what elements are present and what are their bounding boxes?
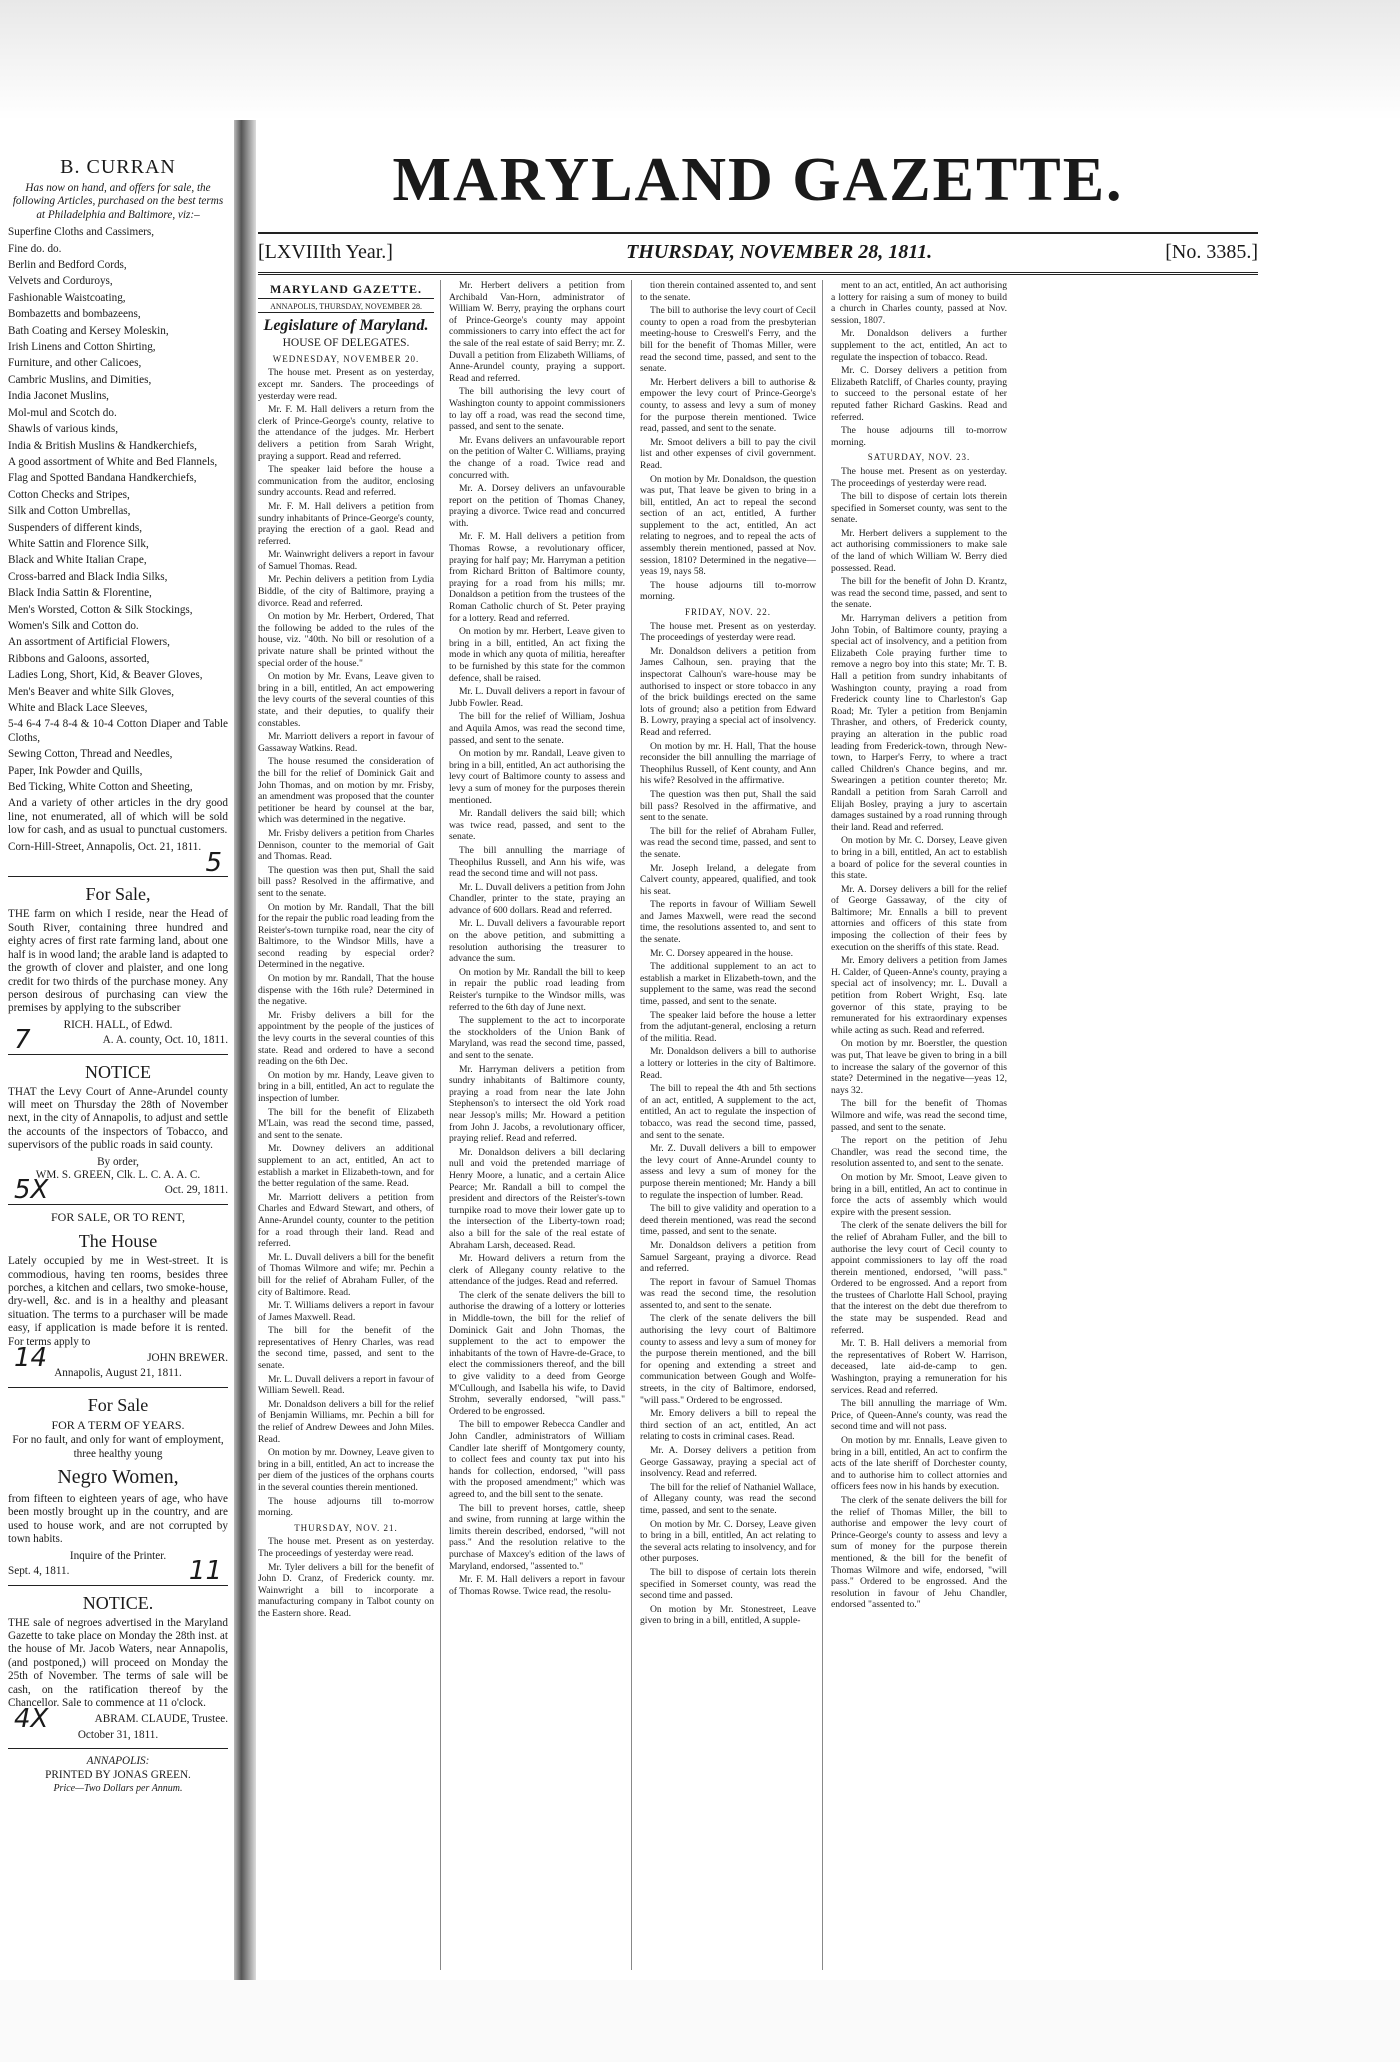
proceeding-paragraph: On motion by Mr. Stonestreet, Leave given to bring in a bill, entitled, A supple- bbox=[640, 1603, 816, 1627]
column-4 bbox=[831, 280, 1013, 1970]
proceeding-paragraph: On motion by Mr. Evans, Leave given to bring in a bill, entitled, An act empowering the levy courts of the several counties of this state, and their deputies, to qualify their constables. bbox=[258, 671, 434, 729]
curran-item: Men's Beaver and white Silk Gloves, bbox=[8, 685, 175, 698]
proceeding-paragraph: Mr. Herbert delivers a petition from Archibald Van-Horn, administrator of William W. Berry, praying the orphans court of Prince-George's county may appoint commissioners to carry into effect the act for the sale of the real estate of said Berry; mr. Z. Duvall a petition from Elizabeth Williams, of Anne-Arundel county, praying a support. Read and referred. bbox=[449, 280, 625, 384]
column-place-date: ANNAPOLIS, THURSDAY, NOVEMBER 28. bbox=[258, 301, 434, 314]
for-sale-heading-2: For Sale bbox=[87, 1394, 149, 1415]
legislature-heading: Legislature of Maryland. bbox=[263, 317, 429, 335]
proceeding-paragraph: The house resumed the consideration of the bill for the relief of Dominick Gait and John Thomas, and on motion by mr. Frisby, an amendment was proposed that the counter petitioner be heard by counsel at the bar, which was determined in the negative. bbox=[258, 756, 434, 826]
curran-item: Black and White Italian Crape, bbox=[8, 554, 147, 567]
proceeding-paragraph: The reports in favour of William Sewell and James Maxwell, were read the second time, the resolutions assented to, and sent to the senate. bbox=[640, 899, 816, 946]
proceeding-paragraph: Mr. Frisby delivers a bill for the appointment by the people of the justices of the levy courts in the several counties of this state. Read and ordered to have a second reading on the 6th Dec. bbox=[258, 1009, 434, 1068]
levy-court-notice bbox=[8, 1061, 228, 1206]
handwritten-mark: 11 bbox=[188, 1556, 222, 1587]
farm-sale-date: A. A. county, Oct. 10, 1811. bbox=[102, 1034, 228, 1047]
curran-item: Irish Linens and Cotton Shirting, bbox=[8, 341, 156, 354]
day-heading: SATURDAY, NOV. 23. bbox=[867, 452, 971, 463]
proceeding-paragraph: On motion by Mr. C. Dorsey, Leave given to bring in a bill, entitled, An act relating to the several acts relating to insolvency, and for other purposes. bbox=[640, 1518, 816, 1565]
proceeding-paragraph: Mr. Harryman delivers a petition from sundry inhabitants of Baltimore county, praying a road from near the late John Stephenson's to intersect the old York road near Jessop's mills; Mr. Howard a petition from John J. Jacobs, a revolutionary officer, praying relief. Read and referred. bbox=[449, 1063, 625, 1145]
imprint-price: Price—Two Dollars per Annum. bbox=[53, 1782, 183, 1794]
proceeding-paragraph: Mr. L. Duvall delivers a petition from John Chandler, printer to the state, praying an advance of 600 dollars. Read and referred. bbox=[449, 881, 625, 916]
proceeding-paragraph: The house met. Present as on yesterday, except mr. Sanders. The proceedings of yesterday were read. bbox=[258, 367, 434, 402]
proceeding-paragraph: Mr. T. B. Hall delivers a memorial from the representatives of Robert W. Harrison, deceased, late aid-de-camp to gen. Washington, praying a remuneration for his services. Read and referred. bbox=[831, 1338, 1007, 1396]
column-paper-name: MARYLAND GAZETTE. bbox=[258, 284, 434, 299]
proceeding-paragraph: Mr. Marriott delivers a report in favour of Gassaway Watkins. Read. bbox=[258, 731, 434, 754]
proceeding-paragraph: Mr. Tyler delivers a bill for the benefit of John D. Cranz, of Frederick county. mr. Wainwright a bill to incorporate a manufacturing company in Talbot county on the Eastern shore. Read. bbox=[258, 1561, 434, 1619]
proceeding-paragraph: Mr. Donaldson delivers a petition from James Calhoun, sen. praying that the inspectorat Calhoun's ware-house may be authorised to inspect or store tobacco in any of the brick buildings erected on the same lots of ground; also a petition from Edward B. Lowry, praying a special act of insolvency. Read and referred. bbox=[640, 645, 816, 738]
proceeding-paragraph: Mr. Downey delivers an additional supplement to an act, entitled, An act to establish a market in Elizabeth-town, and for the better regulation of the same. Read. bbox=[258, 1143, 434, 1190]
proceeding-paragraph: The bill for the relief of Abraham Fuller, was read the second time, passed, and sent to the senate. bbox=[640, 825, 816, 860]
proceeding-paragraph: Mr. Emory delivers a bill to repeal the third section of an act, entitled, An act relating to costs in criminal cases. Read. bbox=[640, 1408, 816, 1443]
curran-item: Paper, Ink Powder and Quills, bbox=[8, 764, 143, 777]
farm-sale-text: THE farm on which I reside, near the Head of South River, containing three hundred and eighty acres of first rate farming land, about one half is in wood land; the arable land is adapted to the growth of clover and plaister, and one long credit for two thirds of the purchase money. Any person desirous of purchasing can view the premises by applying to the subscriber bbox=[8, 908, 228, 1015]
day-heading: FRIDAY, NOV. 22. bbox=[684, 607, 772, 618]
proceeding-paragraph: On motion by Mr. C. Dorsey, Leave given to bring in a bill, entitled, An act to establish a board of police for the several counties in this state. bbox=[831, 835, 1007, 882]
proceeding-paragraph: On motion by mr. H. Hall, That the house reconsider the bill annulling the marriage of Theophilus Russell, of Kent county, and Ann his wife? Resolved in the affirmative. bbox=[640, 740, 816, 787]
column-1 bbox=[258, 280, 441, 1970]
proceeding-paragraph: The clerk of the senate delivers the bill for the relief of Thomas Miller, the bill to authorise and empower the levy court of Prince-George's county to assess and levy a sum of money for the purpose therein mentioned, & the bill for the benefit of Thomas Wilmore and wife, endorsed, "will pass." Ordered to be engrossed. And the resolution in favour of Jehu Chandler, endorsed "assented to." bbox=[831, 1494, 1007, 1611]
curran-item: Suspenders of different kinds, bbox=[8, 521, 143, 534]
proceeding-paragraph: The question was then put, Shall the said bill pass? Resolved in the affirmative, and sent to the senate. bbox=[258, 864, 434, 899]
proceeding-paragraph: Mr. Donaldson delivers a petition from Samuel Sargeant, praying a divorce. Read and referred. bbox=[640, 1239, 816, 1275]
proceeding-paragraph: On motion by Mr. Smoot, Leave given to bring in a bill, entitled, An act to continue in force the acts of assembly which would expire with the present session. bbox=[831, 1171, 1007, 1218]
proceeding-paragraph: The bill for the relief of William, Joshua and Aquila Amos, was read the second time, passed, and sent to the senate. bbox=[449, 711, 625, 746]
proceeding-paragraph: The bill to prevent horses, cattle, sheep and swine, from running at large within the limits therein described, endorsed, "will not pass." And the resolution relative to the purchase of Maxcey's edition of the laws of Maryland, endorsed, "assented to." bbox=[449, 1502, 625, 1572]
negro-sale-notice-text: THE sale of negroes advertised in the Maryland Gazette to take place on Monday the 28th inst. at the house of Mr. Jacob Waters, near Annapolis, (and postponed,) will proceed on Monday the 25th of November. The terms of sale will be cash, on the ratification thereof by the Chancellor. Sale to commence at 11 o'clock. bbox=[8, 1616, 228, 1709]
proceeding-paragraph: The house adjourns till to-morrow morning. bbox=[258, 1495, 434, 1519]
curran-item: Corn-Hill-Street, Annapolis, Oct. 21, 1811. bbox=[8, 840, 202, 853]
curran-item: Bath Coating and Kersey Moleskin, bbox=[8, 324, 169, 337]
proceeding-paragraph: The clerk of the senate delivers the bill for the relief of Abraham Fuller, and the bill to authorise the levy court of Cecil county to appoint commissioners to lay off the road therein mentioned, endorsed, "will pass." Ordered to be engrossed. And a report from the trustees of Charlotte Hall School, praying that the interest on the debt due therefrom to the state may be suspended. Read and referred. bbox=[831, 1220, 1007, 1336]
proceeding-paragraph: The house met. Present as on yesterday. The proceedings of yesterday were read. bbox=[258, 1536, 434, 1559]
proceeding-paragraph: The additional supplement to an act to establish a market in Elizabeth-town, and the supplement to the same, was read the second time, passed, and sent to the senate. bbox=[640, 961, 816, 1008]
curran-intro: Has now on hand, and offers for sale, the following Articles, purchased on the best terms at Philadelphia and Baltimore, viz:– bbox=[12, 182, 224, 221]
negro-sale-notice bbox=[8, 1592, 228, 1743]
proceeding-paragraph: Mr. Wainwright delivers a report in favour of Samuel Thomas. Read. bbox=[258, 549, 434, 572]
curran-item: Fine do. do. bbox=[8, 242, 62, 255]
issue-date: THURSDAY, NOVEMBER 28, 1811. bbox=[626, 241, 933, 263]
issue-number: [No. 3385.] bbox=[1165, 241, 1258, 263]
curran-item: Berlin and Bedford Cords, bbox=[8, 259, 127, 272]
day-heading: THURSDAY, NOV. 21. bbox=[294, 1522, 398, 1533]
proceeding-paragraph: Mr. A. Dorsey delivers a petition from George Gassaway, praying a special act of insolvency. Read and referred. bbox=[640, 1445, 816, 1480]
proceeding-paragraph: Mr. Emory delivers a petition from James H. Calder, of Queen-Anne's county, praying a special act of insolvency; mr. L. Duvall a petition from Robert Wright, Esq. late governor of this state, praying to be remunerated for his extraordinary expenses while acting as such. Read and referred. bbox=[831, 955, 1007, 1036]
for-sale-heading: For Sale, bbox=[85, 884, 151, 905]
curran-item: Bed Ticking, White Cotton and Sheeting, bbox=[8, 781, 193, 794]
proceeding-paragraph: The house met. Present as on yesterday. The proceedings of yesterday were read. bbox=[640, 620, 816, 644]
proceedings-paragraphs bbox=[258, 367, 434, 1518]
proceeding-paragraph: The bill to authorise the levy court of Cecil county to open a road from the presbyterian meeting-house to Creswell's Ferry, and the bill for the benefit of Thomas Miller, were read the second time, passed, and sent to the senate. bbox=[640, 305, 816, 375]
imprint bbox=[8, 1755, 228, 1795]
levy-court-notice-text: THAT the Levy Court of Anne-Arundel county will meet on Thursday the 28th of November next, in the city of Annapolis, to adjust and settle the accounts of the inspectors of Tobacco, and supervisors of the public roads in said county. bbox=[8, 1085, 228, 1152]
curran-item: India & British Muslins & Handkerchiefs, bbox=[8, 439, 197, 452]
proceeding-paragraph: The supplement to the act to incorporate the stockholders of the Union Bank of Maryland, was read the second time, passed, and sent to the senate. bbox=[449, 1015, 625, 1061]
scan-top-edge bbox=[0, 0, 1400, 120]
proceeding-paragraph: Mr. F. M. Hall delivers a return from the clerk of Prince-George's county, relative to the attendance of the judges. Mr. Herbert delivers a petition from Sarah Wright, praying a support. Read and referred. bbox=[258, 404, 434, 462]
dateline bbox=[258, 238, 1258, 266]
proceedings-paragraphs bbox=[640, 280, 816, 603]
proceeding-paragraph: Mr. Z. Duvall delivers a bill to empower the levy court of Anne-Arundel county to assess and levy a sum of money for the purpose therein mentioned; Mr. Handy a bill to regulate the inspection of lumber. Read. bbox=[640, 1143, 816, 1201]
proceeding-paragraph: On motion by mr. Herbert, Leave given to bring in a bill, entitled, An act fixing the mode in which any quota of militia, hereafter to be furnished by this state for the common defence, shall be raised. bbox=[449, 626, 625, 684]
proceeding-paragraph: Mr. Smoot delivers a bill to pay the civil list and other expenses of civil government. Read. bbox=[640, 436, 816, 471]
proceeding-paragraph: On motion by mr. Boerstler, the question was put, That leave be given to bring in a bill to increase the salary of the governor of this state? Determined in the negative—yeas 12, nays 32. bbox=[831, 1038, 1007, 1096]
house-date: Annapolis, August 21, 1811. bbox=[54, 1367, 182, 1380]
trustee-signature: ABRAM. CLAUDE, Trustee. bbox=[94, 1713, 228, 1726]
curran-item: Bombazetts and bombazeens, bbox=[8, 308, 141, 321]
curran-item: Mol-mul and Scotch do. bbox=[8, 406, 117, 419]
proceeding-paragraph: Mr. C. Dorsey delivers a petition from Elizabeth Ratcliff, of Charles county, praying to succeed to the personal estate of her reputed father Richard Gaskins. Read and referred. bbox=[831, 365, 1007, 423]
house-of-delegates-heading: HOUSE OF DELEGATES. bbox=[282, 337, 410, 350]
proceedings-paragraphs bbox=[258, 1536, 434, 1619]
curran-item: A good assortment of White and Bed Flannels, bbox=[8, 455, 218, 468]
curran-item: Sewing Cotton, Thread and Needles, bbox=[8, 748, 173, 761]
right-page bbox=[258, 140, 1386, 1980]
notice-heading-2: NOTICE. bbox=[82, 1592, 154, 1613]
farm-sale-signature: RICH. HALL, of Edwd. bbox=[63, 1018, 173, 1031]
proceeding-paragraph: Mr. Randall delivers the said bill; which was twice read, passed, and sent to the senate. bbox=[449, 808, 625, 843]
proceeding-paragraph: On motion by Mr. Donaldson, the question was put, That leave be given to bring in a bill, entitled, An act to repeal the second section of an act, entitled, A further supplement to the act, entitled, An act relating to negroes, and to repeal the acts of assembly therein mentioned, passed at Nov. session, 1810? Determined in the negative—yeas 19, nays 58. bbox=[640, 473, 816, 578]
curran-item: And a variety of other articles in the dry good line, not enumerated, all of which will be sold low for cash, and as usual to punctual customers. bbox=[8, 797, 228, 837]
sale-subject-heading: Negro Women, bbox=[57, 1466, 179, 1489]
curran-item: Ladies Long, Short, Kid, & Beaver Gloves, bbox=[8, 669, 203, 682]
proceeding-paragraph: Mr. Donaldson delivers a bill for the relief of Benjamin Williams, mr. Pechin a bill for the relief of Andrew Dewees and John Miles. Read. bbox=[258, 1398, 434, 1445]
proceeding-paragraph: Mr. F. M. Hall delivers a petition from sundry inhabitants of Prince-George's county, praying the erection of a gaol. Read and referred. bbox=[258, 500, 434, 547]
proceeding-paragraph: Mr. A. Dorsey delivers a bill for the relief of George Gassaway, of the city of Baltimore; Mr. Ennalls a bill to prevent attornies and officers of this state from imposing the collection of their fees by execution on the sheriffs of this state. Read. bbox=[831, 883, 1007, 953]
proceeding-paragraph: The bill authorising the levy court of Washington county to appoint commissioners to lay off a road, was read the second time, passed, and sent to the senate. bbox=[449, 386, 625, 433]
curran-item: Flag and Spotted Bandana Handkerchiefs, bbox=[8, 472, 197, 485]
proceeding-paragraph: ment to an act, entitled, An act authorising a lottery for raising a sum of money to build a church in Charles county, passed at Nov. session, 1807. bbox=[831, 280, 1007, 326]
notice-date: Oct. 29, 1811. bbox=[164, 1184, 228, 1197]
proceeding-paragraph: On motion by Mr. Randall, That the bill for the repair the public road leading from the Reister's-town turnpike road, near the city of Baltimore, to the Windsor Mills, have a second reading by especial order? Determined in the negative. bbox=[258, 901, 434, 971]
sale-text: from fifteen to eighteen years of age, who have been mostly brought up in the country, and are used to house work, and are not corrupted by town habits. bbox=[8, 1493, 228, 1546]
notice-signature: WM. S. GREEN, Clk. L. C. A. A. C. bbox=[35, 1168, 201, 1181]
house-signature: JOHN BREWER. bbox=[147, 1352, 228, 1365]
proceeding-paragraph: Mr. Howard delivers a return from the clerk of Allegany county relative to the attendance of the judges. Read and referred. bbox=[449, 1253, 625, 1288]
by-order: By order, bbox=[97, 1155, 139, 1168]
proceedings-paragraphs bbox=[640, 621, 816, 1627]
scan-bottom-margin bbox=[0, 1980, 1400, 2062]
curran-item: Fashionable Waistcoating, bbox=[8, 291, 126, 304]
proceeding-paragraph: Mr. Herbert delivers a bill to authorise & empower the levy court of Prince-George's county, to assess and levy a sum of money for the purpose therein mentioned. Twice read, passed, and sent to the senate. bbox=[640, 376, 816, 435]
imprint-printer: PRINTED BY JONAS GREEN. bbox=[45, 1768, 191, 1781]
proceeding-paragraph: The bill annulling the marriage of Theophilus Russell, and Ann his wife, was read the second time and will not pass. bbox=[449, 844, 625, 880]
proceeding-paragraph: Mr. Harryman delivers a petition from John Tobin, of Baltimore county, praying a special act of insolvency, and a petition from Elizabeth Cole praying further time to remove a negro boy into this state; Mr. T. B. Hall a petition from sundry inhabitants of Washington county, praying a road from Frederick county line to Charleston's Gap Road; Mr. Tyler a petition from Benjamin Thrasher, and others, of Frederick county, praying an alteration in the public road leading from Frederick-town, through New-town, to Harper's Ferry, to where a tract called Children's Chance begins, and mr. Swearingen a petition counter thereto; Mr. Randall a petition from Sarah Carroll and Elijah Bosley, praying a jury to ascertain damages sustained by a road running through their land. Read and referred. bbox=[831, 613, 1007, 833]
proceeding-paragraph: Mr. Evans delivers an unfavourable report on the petition of Walter C. Williams, praying the change of a road. Twice read and concurred with. bbox=[449, 434, 625, 481]
negro-women-sale-advertisement bbox=[8, 1394, 228, 1587]
proceeding-paragraph: The bill to dispose of certain lots therein specified in Somerset county, was sent to the senate. bbox=[831, 491, 1007, 526]
proceeding-paragraph: On motion by mr. Handy, Leave given to bring in a bill, entitled, An act to regulate the inspection of lumber. bbox=[258, 1069, 434, 1104]
house-text: Lately occupied by me in West-street. It is commodious, having ten rooms, besides three porches, a kitchen and cellars, two smoke-house, dry-well, &c. and is in a healthy and pleasant situation. The terms to a purchaser will be made easy, if application is made before it is rented. For terms apply to bbox=[8, 1255, 228, 1348]
curran-item: White and Black Lace Sleeves, bbox=[8, 702, 148, 714]
proceeding-paragraph: Mr. Pechin delivers a petition from Lydia Biddle, of the city of Baltimore, praying a divorce. Read and referred. bbox=[258, 574, 434, 609]
handwritten-mark: 5X bbox=[14, 1175, 49, 1206]
proceeding-paragraph: The speaker laid before the house a letter from the adjutant-general, enclosing a return of the militia. Read. bbox=[640, 1009, 816, 1044]
proceeding-paragraph: The house adjourns till to-morrow morning. bbox=[640, 579, 816, 603]
proceeding-paragraph: On motion by Mr. Herbert, Ordered, That the following be added to the rules of the house, viz. "40th. No bill or resolution of a private nature shall be printed without the special order of the house." bbox=[258, 611, 434, 669]
curran-item: An assortment of Artificial Flowers, bbox=[8, 636, 170, 649]
proceedings-paragraphs bbox=[831, 280, 1007, 448]
proceeding-paragraph: Mr. L. Duvall delivers a report in favour of William Sewell. Read. bbox=[258, 1373, 434, 1397]
curran-item: Women's Silk and Cotton do. bbox=[8, 619, 139, 632]
proceeding-paragraph: Mr. A. Dorsey delivers an unfavourable report on the petition of Thomas Chaney, praying a divorce. Twice read and concurred with. bbox=[449, 483, 625, 529]
curran-item: Black India Sattin & Florentine, bbox=[8, 587, 152, 600]
proceedings-paragraphs bbox=[831, 466, 1007, 1611]
proceeding-paragraph: Mr. F. M. Hall delivers a petition from Thomas Rowse, a revolutionary officer, praying for half pay; Mr. Harryman a petition from Richard Britton of Baltimore county, praying for a road from his mills; mr. Donaldson a petition from the trustees of the Roman Catholic church of St. Peter praying for a lottery. Read and referred. bbox=[449, 531, 625, 624]
sale-reason: For no fault, and only for want of employment, three healthy young bbox=[12, 1434, 224, 1460]
proceeding-paragraph: Mr. L. Duvall delivers a favourable report on the above petition, and submitting a resolution authorising the treasurer to advance the sum. bbox=[449, 918, 625, 965]
left-page-advertisements bbox=[0, 150, 232, 1980]
curran-item: Furniture, and other Calicoes, bbox=[8, 357, 142, 370]
proceeding-paragraph: The bill for the relief of Nathaniel Wallace, of Allegany county, was read the second time, passed, and sent to the senate. bbox=[640, 1481, 816, 1516]
house-heading: The House bbox=[78, 1231, 158, 1252]
proceeding-paragraph: Mr. Donaldson delivers a bill to authorise a lottery or lotteries in the city of Baltimore. Read. bbox=[640, 1046, 816, 1081]
curran-item: Men's Worsted, Cotton & Silk Stockings, bbox=[8, 603, 193, 616]
proceeding-paragraph: The report in favour of Samuel Thomas was read the second time, the resolution assented to, and sent to the senate. bbox=[640, 1276, 816, 1311]
proceeding-paragraph: The bill annulling the marriage of Wm. Price, of Queen-Anne's county, was read the second time and will not pass. bbox=[831, 1398, 1007, 1433]
curran-advertisement bbox=[8, 154, 228, 879]
day-heading: WEDNESDAY, NOVEMBER 20. bbox=[272, 353, 420, 364]
proceeding-paragraph: The bill for the benefit of the representatives of Henry Charles, was read the second time, passed, and sent to the senate. bbox=[258, 1325, 434, 1372]
curran-item: Superfine Cloths and Cassimers, bbox=[8, 226, 155, 239]
proceeding-paragraph: On motion by mr. Downey, Leave given to bring in a bill, entitled, An act to increase the per diem of the justices of the orphans courts in the several counties therein mentioned. bbox=[258, 1447, 434, 1493]
proceeding-paragraph: Mr. Frisby delivers a petition from Charles Dennison, counter to the memorial of Gait and Thomas. Read. bbox=[258, 827, 434, 863]
inquire-printer: Inquire of the Printer. bbox=[69, 1549, 167, 1562]
proceeding-paragraph: Mr. Donaldson delivers a further supplement to the act, entitled, An act to regulate the inspection of tobacco. Read. bbox=[831, 328, 1007, 363]
proceeding-paragraph: Mr. Marriott delivers a petition from Charles and Edward Stewart, and others, of Anne-Arundel county, counter to the petition for a road through their land. Read and referred. bbox=[258, 1191, 434, 1250]
proceeding-paragraph: The question was then put, Shall the said bill pass? Resolved in the affirmative, and sent to the senate. bbox=[640, 788, 816, 824]
farm-for-sale-advertisement bbox=[8, 883, 228, 1056]
proceeding-paragraph: The house met. Present as on yesterday. The proceedings of yesterday were read. bbox=[831, 465, 1007, 489]
curran-item: White Sattin and Florence Silk, bbox=[8, 537, 149, 550]
imprint-city: ANNAPOLIS: bbox=[86, 1755, 150, 1768]
proceeding-paragraph: Mr. T. Williams delivers a report in favour of James Maxwell. Read. bbox=[258, 1300, 434, 1323]
curran-item: Ribbons and Galoons, assorted, bbox=[8, 652, 150, 665]
proceeding-paragraph: Mr. L. Duvall delivers a report in favour of Jubb Fowler. Read. bbox=[449, 686, 625, 709]
proceeding-paragraph: The bill to repeal the 4th and 5th sections of an act, entitled, A supplement to the act, entitled, An act to regulate the inspection of tobacco, was read the second time, passed, and sent to the senate. bbox=[640, 1083, 816, 1141]
proceeding-paragraph: tion therein contained assented to, and sent to the senate. bbox=[640, 280, 816, 303]
proceeding-paragraph: Mr. L. Duvall delivers a bill for the benefit of Thomas Wilmore and wife; mr. Pechin a bill for the relief of Abraham Fuller, of the city of Baltimore. Read. bbox=[258, 1251, 434, 1298]
curran-title: B. CURRAN bbox=[60, 156, 176, 178]
house-for-rent-advertisement bbox=[8, 1211, 228, 1381]
handwritten-mark: 4X bbox=[14, 1704, 49, 1735]
handwritten-mark: 5 bbox=[205, 848, 222, 879]
proceeding-paragraph: The clerk of the senate delivers the bill to authorise the drawing of a lottery or lotteries in Middle-town, the bill for the relief of Dominick Gait and John Thomas, the supplement to the act to empower the inhabitants of the town of Havre-de-Grace, to elect the commissioners thereof, and the bill to give validity to a deed from George M'Cullough, and Isabella his wife, to David Strohm, severally endorsed, "will pass." Ordered to be engrossed. bbox=[449, 1289, 625, 1417]
news-columns bbox=[258, 280, 1358, 1970]
proceeding-paragraph: Mr. C. Dorsey appeared in the house. bbox=[650, 947, 794, 959]
proceeding-paragraph: Mr. Donaldson delivers a bill declaring null and void the pretended marriage of Henry Moore, a lunatic, and a certain Alice Pearce; Mr. Randall a bill to compel the president and directors of the Reister's-town turnpike road to move their lower gate up to the intersection of the Liberty-town road; also a bill for the sale of the real estate of Abraham Larsh, deceased. Read. bbox=[449, 1146, 625, 1251]
proceeding-paragraph: The bill for the benefit of Thomas Wilmore and wife, was read the second time, passed, and sent to the senate. bbox=[831, 1098, 1007, 1133]
proceeding-paragraph: The bill to dispose of certain lots therein specified in Somerset county, was read the second time and passed. bbox=[640, 1566, 816, 1602]
proceeding-paragraph: The bill to empower Rebecca Candler and John Candler, administrators of William Candler late sheriff of Montgomery county, to collect fees and county tax put into his hands for collection, endorsed, "will pass with the proposed amendment;" which was agreed to, and the bill sent to the senate. bbox=[449, 1419, 625, 1500]
curran-item: 5-4 6-4 7-4 8-4 & 10-4 Cotton Diaper and Table Cloths, bbox=[8, 718, 228, 744]
proceedings-paragraphs bbox=[449, 280, 625, 1597]
volume-year: [LXVIIIth Year.] bbox=[258, 241, 393, 263]
proceeding-paragraph: The speaker laid before the house a communication from the auditor, enclosing sundry accounts. Read and referred. bbox=[258, 464, 434, 499]
column-3 bbox=[640, 280, 823, 1970]
curran-item: Cambric Muslins, and Dimities, bbox=[8, 373, 152, 386]
proceeding-paragraph: On motion by mr. Randall, Leave given to bring in a bill, entitled, An act authorising the levy court of Baltimore county to assess and levy a sum of money for the purposes therein mentioned. bbox=[449, 748, 625, 806]
proceeding-paragraph: The bill to give validity and operation to a deed therein mentioned, was read the second time, passed, and sent to the senate. bbox=[640, 1203, 816, 1238]
curran-item: Shawls of various kinds, bbox=[8, 423, 119, 436]
binding-gutter bbox=[234, 120, 256, 1980]
curran-item: Silk and Cotton Umbrellas, bbox=[8, 505, 131, 518]
curran-item: Velvets and Corduroys, bbox=[8, 275, 113, 288]
proceeding-paragraph: The clerk of the senate delivers the bill authorising the levy court of Baltimore county to assess and levy a sum of money for the purpose therein mentioned, and the bill for opening and extending a street and communication between Gough and Wolfe-streets, in the city of Baltimore, endorsed, "will pass." Ordered to be engrossed. bbox=[640, 1313, 816, 1406]
proceeding-paragraph: On motion by Mr. Randall the bill to keep in repair the public road leading from Reister's turnpike to the Windsor mills, was referred to the 6th day of June next. bbox=[449, 966, 625, 1013]
handwritten-mark: 7 bbox=[14, 1025, 31, 1056]
proceeding-paragraph: On motion by mr. Ennalls, Leave given to bring in a bill, entitled, An act to confirm the acts of the late sheriff of Dorchester county, and to authorise him to collect attornies and officers fees now in his hands by execution. bbox=[831, 1435, 1007, 1493]
masthead-title: MARYLAND GAZETTE. bbox=[392, 146, 1124, 214]
proceeding-paragraph: Mr. Joseph Ireland, a delegate from Calvert county, appeared, qualified, and took his seat. bbox=[640, 862, 816, 897]
proceeding-paragraph: The bill for the benefit of John D. Krantz, was read the second time, passed, and sent to the senate. bbox=[831, 576, 1007, 611]
term-of-years: FOR A TERM OF YEARS. bbox=[51, 1417, 185, 1432]
handwritten-mark: 14 bbox=[14, 1343, 48, 1374]
curran-item: Cross-barred and Black India Silks, bbox=[8, 570, 168, 583]
column-2 bbox=[449, 280, 632, 1970]
proceeding-paragraph: The report on the petition of Jehu Chandler, was read the second time, the resolution assented to, and sent to the senate. bbox=[831, 1135, 1007, 1170]
for-sale-or-rent: FOR SALE, OR TO RENT, bbox=[50, 1209, 185, 1224]
trustee-date: October 31, 1811. bbox=[77, 1728, 159, 1741]
curran-item: Cotton Checks and Stripes, bbox=[8, 488, 130, 501]
curran-item: India Jaconet Muslins, bbox=[8, 390, 109, 403]
curran-item-list bbox=[8, 226, 228, 854]
proceeding-paragraph: On motion by mr. Randall, That the house dispense with the 16th rule? Determined in the negative. bbox=[258, 973, 434, 1008]
proceeding-paragraph: The house adjourns till to-morrow morning. bbox=[831, 425, 1007, 448]
proceeding-paragraph: The bill for the benefit of Elizabeth M'Lain, was read the second time, passed, and sent to the senate. bbox=[258, 1106, 434, 1141]
proceeding-paragraph: Mr. Herbert delivers a supplement to the act authorising commissioners to make sale of the land of which William W. Berry died possessed. Read. bbox=[831, 527, 1007, 574]
notice-heading: NOTICE bbox=[85, 1061, 151, 1082]
sale-date: Sept. 4, 1811. bbox=[8, 1565, 70, 1578]
proceeding-paragraph: Mr. F. M. Hall delivers a report in favour of Thomas Rowse. Twice read, the resolu- bbox=[449, 1574, 625, 1597]
